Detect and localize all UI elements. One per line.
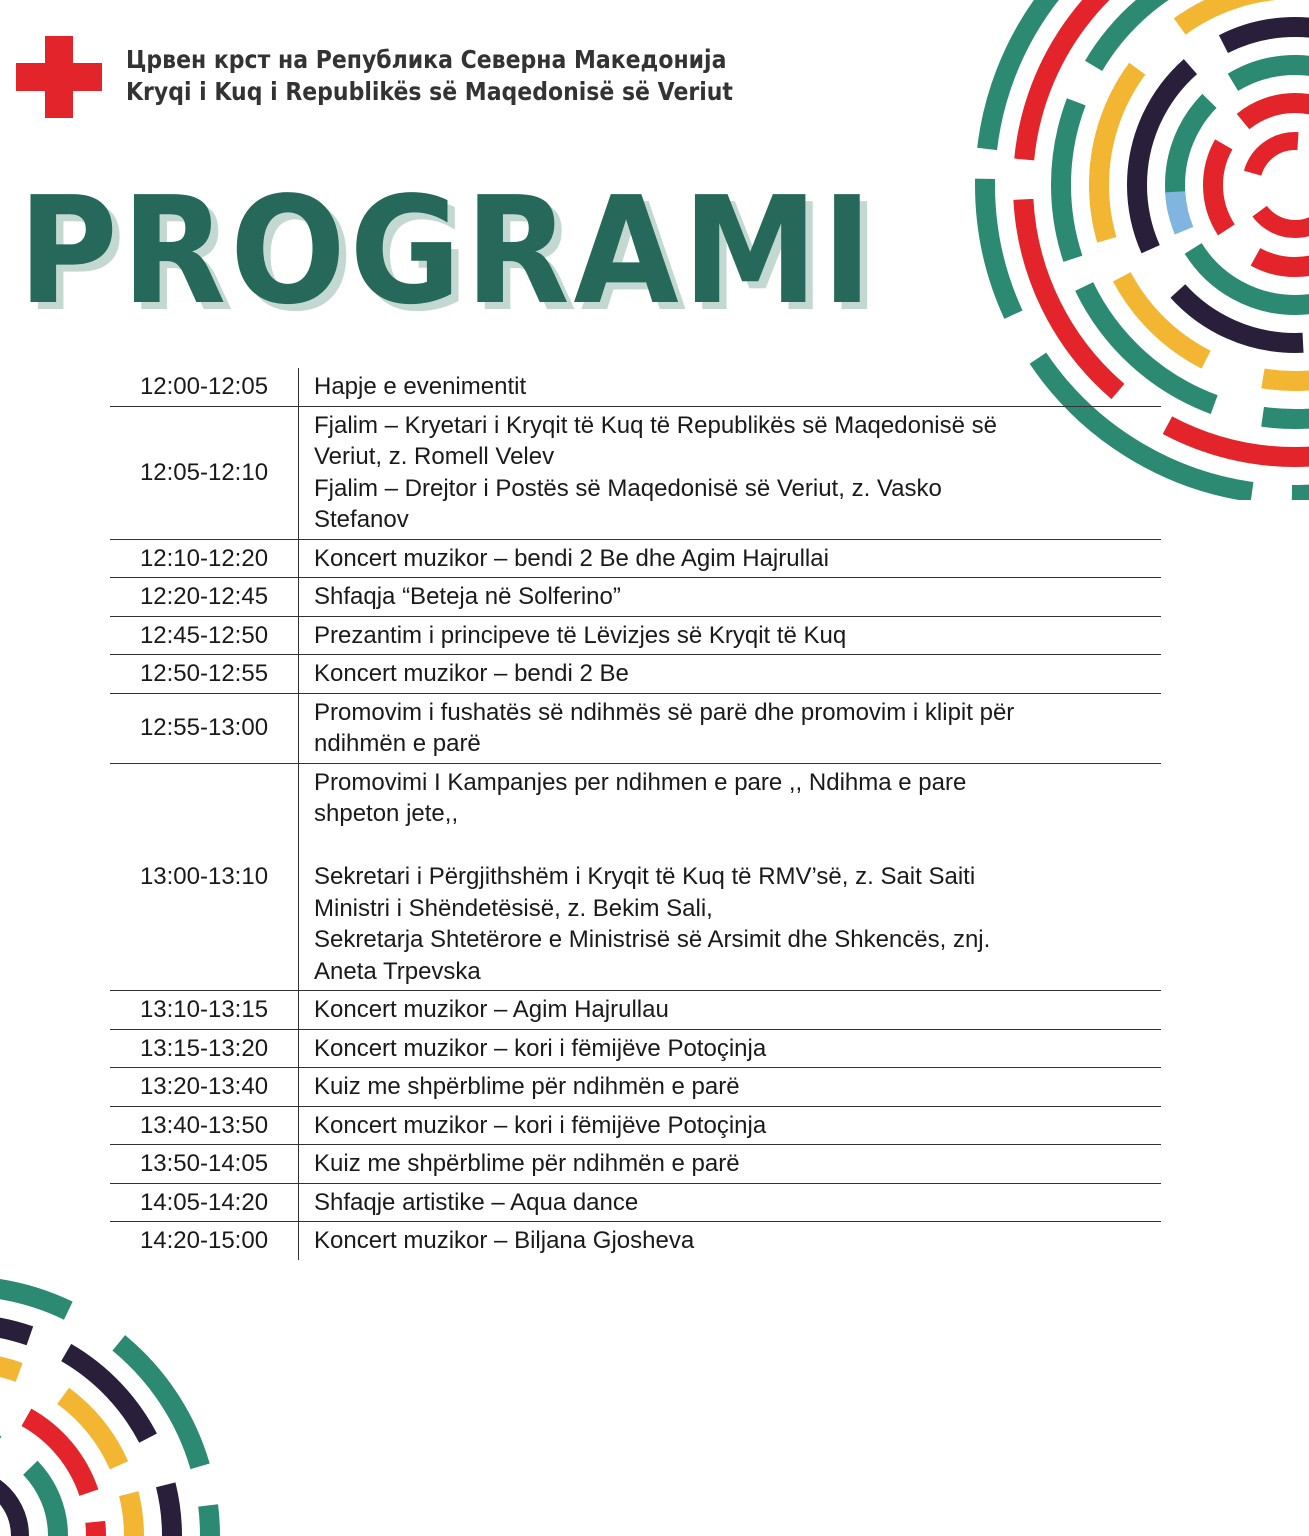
table-row [110, 1106, 1161, 1145]
program-table [110, 368, 1161, 1260]
description-line: Hapje e evenimentit [314, 373, 527, 400]
description-line [314, 830, 1121, 862]
activity-description [299, 693, 1162, 763]
table-row [110, 991, 1161, 1030]
table-row [110, 406, 1161, 539]
org-name-sq: Kryqi i Kuq i Republikës së Maqedonisë së Veriut [126, 77, 733, 106]
activity-description [299, 406, 1162, 539]
table-row [110, 578, 1161, 617]
table-row [110, 1068, 1161, 1107]
time-slot: 13:50-14:05 [110, 1145, 299, 1184]
time-slot: 13:20-13:40 [110, 1068, 299, 1107]
description-line: Koncert muzikor – bendi 2 Be [314, 660, 629, 687]
time-slot: 13:15-13:20 [110, 1029, 299, 1068]
description-line: Sekretarja Shtetërore e Ministrisë së Arsimit dhe Shkencës, znj. [314, 926, 991, 953]
activity-description [299, 1183, 1162, 1222]
time-slot: 12:20-12:45 [110, 578, 299, 617]
table-row [110, 1183, 1161, 1222]
table-row [110, 693, 1161, 763]
description-line: Sekretari i Përgjithshëm i Kryqit të Kuq të RMV’së, z. Sait Saiti [314, 863, 976, 890]
time-slot: 12:05-12:10 [110, 406, 299, 539]
description-line: Fjalim – Kryetari i Kryqit të Kuq të Republikës së Maqedonisë së [314, 411, 997, 439]
time-slot: 12:50-12:55 [110, 655, 299, 694]
description-line: Promovimi I Kampanjes per ndihmen e pare ,, Ndihma e pare [314, 768, 967, 796]
activity-description [299, 1068, 1162, 1107]
description-line: Koncert muzikor – kori i fëmijëve Potoçinja [314, 1111, 767, 1139]
time-slot: 13:40-13:50 [110, 1106, 299, 1145]
description-line: Promovim i fushatës së ndihmës së parë dhe promovim i klipit për [314, 698, 1015, 726]
activity-description [299, 763, 1162, 991]
activity-description [299, 1222, 1162, 1260]
description-line: Veriut, z. Romell Velev [314, 443, 555, 470]
description-line: Ministri i Shëndetësisë, z. Bekim Sali, [314, 894, 713, 922]
description-line: Fjalim – Drejtor i Postës së Maqedonisë së Veriut, z. Vasko [314, 474, 942, 502]
time-slot: 12:00-12:05 [110, 368, 299, 406]
activity-description [299, 991, 1162, 1030]
time-slot: 13:10-13:15 [110, 991, 299, 1030]
time-slot: 12:45-12:50 [110, 616, 299, 655]
activity-description [299, 655, 1162, 694]
description-line: Aneta Trpevska [314, 957, 481, 985]
description-line: Kuiz me shpërblime për ndihmën e parë [314, 1150, 740, 1177]
activity-description [299, 578, 1162, 617]
activity-description [299, 1106, 1162, 1145]
time-slot: 13:00-13:10 [110, 763, 299, 991]
activity-description [299, 616, 1162, 655]
time-slot: 14:20-15:00 [110, 1222, 299, 1260]
description-line: Koncert muzikor – bendi 2 Be dhe Agim Hajrullai [314, 544, 829, 572]
description-line: Shfaqje artistike – Aqua dance [314, 1188, 639, 1216]
table-row [110, 616, 1161, 655]
org-name-mk: Црвен крст на Република Северна Македонија [126, 45, 727, 74]
activity-description [299, 1145, 1162, 1184]
description-line: Kuiz me shpërblime për ndihmën e parë [314, 1073, 740, 1100]
table-row [110, 763, 1161, 991]
table-row [110, 655, 1161, 694]
table-row [110, 1222, 1161, 1260]
page-title: PROGRAMI [18, 165, 876, 337]
table-row [110, 539, 1161, 578]
time-slot: 12:55-13:00 [110, 693, 299, 763]
description-line: shpeton jete,, [314, 800, 459, 827]
description-line: Prezantim i principeve të Lëvizjes së Kryqit të Kuq [314, 621, 847, 649]
activity-description [299, 539, 1162, 578]
red-cross-icon [16, 36, 102, 118]
description-line: Koncert muzikor – kori i fëmijëve Potoçinja [314, 1034, 767, 1062]
description-line: Koncert muzikor – Biljana Gjosheva [314, 1227, 695, 1254]
activity-description [299, 1029, 1162, 1068]
table-row [110, 368, 1161, 406]
description-line: Stefanov [314, 506, 409, 533]
description-line: Shfaqja “Beteja në Solferino” [314, 583, 621, 610]
time-slot: 14:05-14:20 [110, 1183, 299, 1222]
time-slot: 12:10-12:20 [110, 539, 299, 578]
table-row [110, 1029, 1161, 1068]
table-row [110, 1145, 1161, 1184]
description-line: ndihmën e parë [314, 730, 481, 757]
description-line: Koncert muzikor – Agim Hajrullau [314, 996, 669, 1023]
schedule-body [110, 368, 1161, 1260]
activity-description [299, 368, 1162, 406]
organization-name [126, 44, 733, 108]
